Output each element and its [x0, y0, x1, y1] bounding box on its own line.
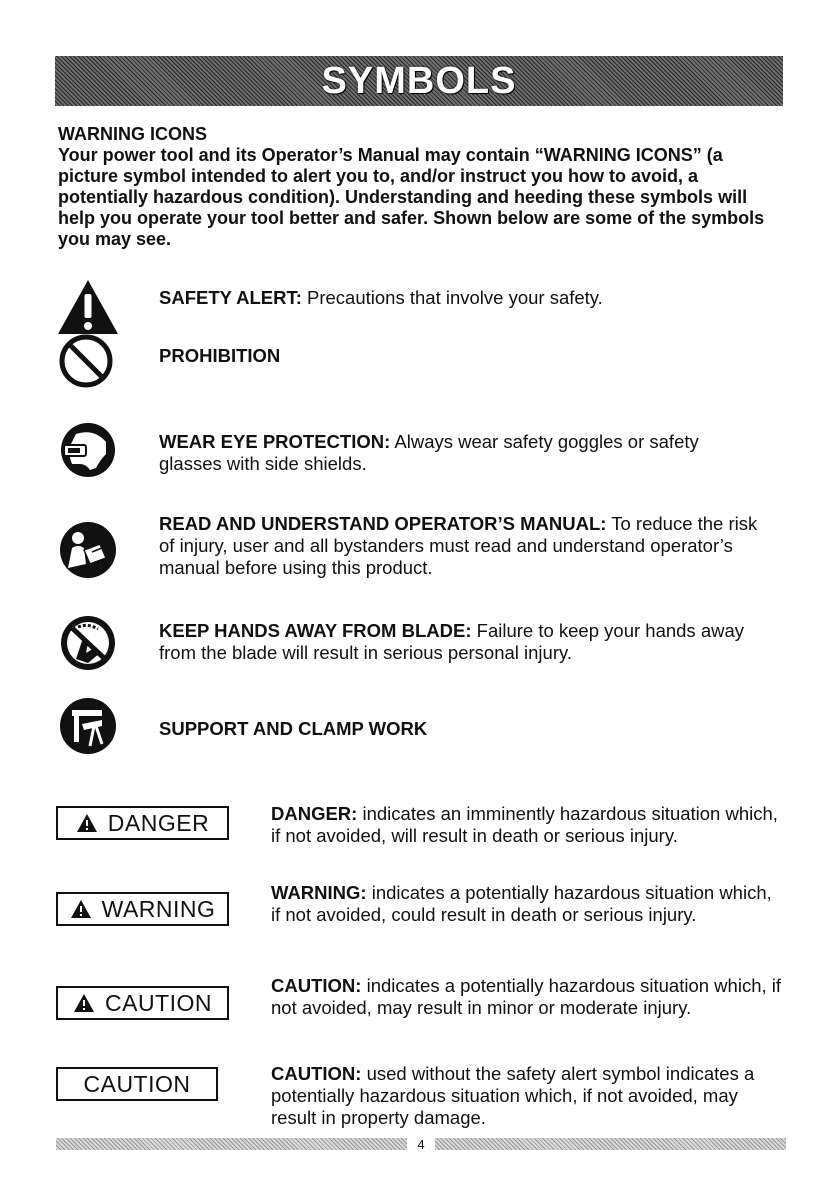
signal-description	[271, 1063, 786, 1129]
danger-signal-box	[56, 806, 229, 840]
warning-signal-box	[56, 892, 229, 926]
alert-triangle-icon	[73, 993, 95, 1013]
alert-triangle-icon	[70, 899, 92, 919]
signal-text: indicates a potentially hazardous situation which, if not avoided, could result in death or serious injury.	[271, 882, 772, 925]
hands-away-blade-icon	[56, 613, 120, 677]
title-banner	[55, 56, 783, 106]
signal-label: DANGER:	[271, 803, 358, 824]
footer-rule-left	[56, 1138, 407, 1150]
symbol-label: KEEP HANDS AWAY FROM BLADE:	[159, 620, 472, 641]
support-clamp-icon	[56, 694, 120, 758]
intro-body: Your power tool and its Operator’s Manual may contain “WARNING ICONS” (a picture symbol intended to alert you to, and/or instruct you how to avoid, a potentially hazardous condition). Understanding and heeding these symbols will help you operate your tool better and safer. Shown below are some of the symbols you may see.	[58, 145, 765, 249]
signal-word: WARNING	[101, 895, 216, 922]
signal-description	[271, 882, 786, 926]
intro-heading: WARNING ICONS	[58, 124, 208, 144]
signal-label: CAUTION:	[271, 1063, 362, 1084]
signal-text: used without the safety alert symbol indicates a potentially hazardous situation which, if not avoided, may result in property damage.	[271, 1063, 755, 1128]
symbol-description	[159, 287, 759, 309]
symbol-label: SUPPORT AND CLAMP WORK	[159, 718, 428, 739]
symbol-description	[159, 431, 759, 475]
symbol-label: WEAR EYE PROTECTION:	[159, 431, 391, 452]
symbol-text: To reduce the risk of injury, user and all bystanders must read and understand operator’s manual before using this product.	[159, 513, 758, 578]
caution-signal-box	[56, 1067, 218, 1101]
symbol-description	[159, 718, 759, 740]
page-title: SYMBOLS	[321, 59, 517, 102]
signal-word: CAUTION	[83, 1070, 191, 1097]
symbol-text: Precautions that involve your safety.	[301, 287, 603, 308]
symbol-text: Always wear safety goggles or safety glasses with side shields.	[159, 431, 699, 474]
intro-section	[58, 124, 783, 250]
alert-triangle-icon	[76, 813, 98, 833]
signal-word: DANGER	[107, 809, 210, 836]
prohibition-icon	[56, 329, 120, 393]
symbol-label: READ AND UNDERSTAND OPERATOR’S MANUAL:	[159, 513, 607, 534]
symbol-description	[159, 345, 759, 367]
signal-description	[271, 975, 786, 1019]
symbol-description	[159, 620, 759, 664]
footer-rule-right	[435, 1138, 786, 1150]
signal-word: CAUTION	[105, 989, 212, 1016]
symbol-label: SAFETY ALERT:	[159, 287, 302, 308]
signal-label: CAUTION:	[271, 975, 362, 996]
read-manual-icon	[56, 518, 120, 582]
page-number: 4	[417, 1136, 425, 1152]
symbol-description	[159, 513, 759, 579]
signal-text: indicates an imminently hazardous situation which, if not avoided, will result in death or serious injury.	[271, 803, 778, 846]
symbol-label: PROHIBITION	[159, 345, 281, 366]
page-footer	[56, 1137, 786, 1151]
signal-description	[271, 803, 786, 847]
eye-protection-icon	[56, 420, 120, 484]
caution-alert-signal-box	[56, 986, 229, 1020]
signal-text: indicates a potentially hazardous situation which, if not avoided, may result in minor or moderate injury.	[271, 975, 782, 1018]
signal-label: WARNING:	[271, 882, 367, 903]
symbol-text: Failure to keep your hands away from the blade will result in serious personal injury.	[159, 620, 745, 663]
